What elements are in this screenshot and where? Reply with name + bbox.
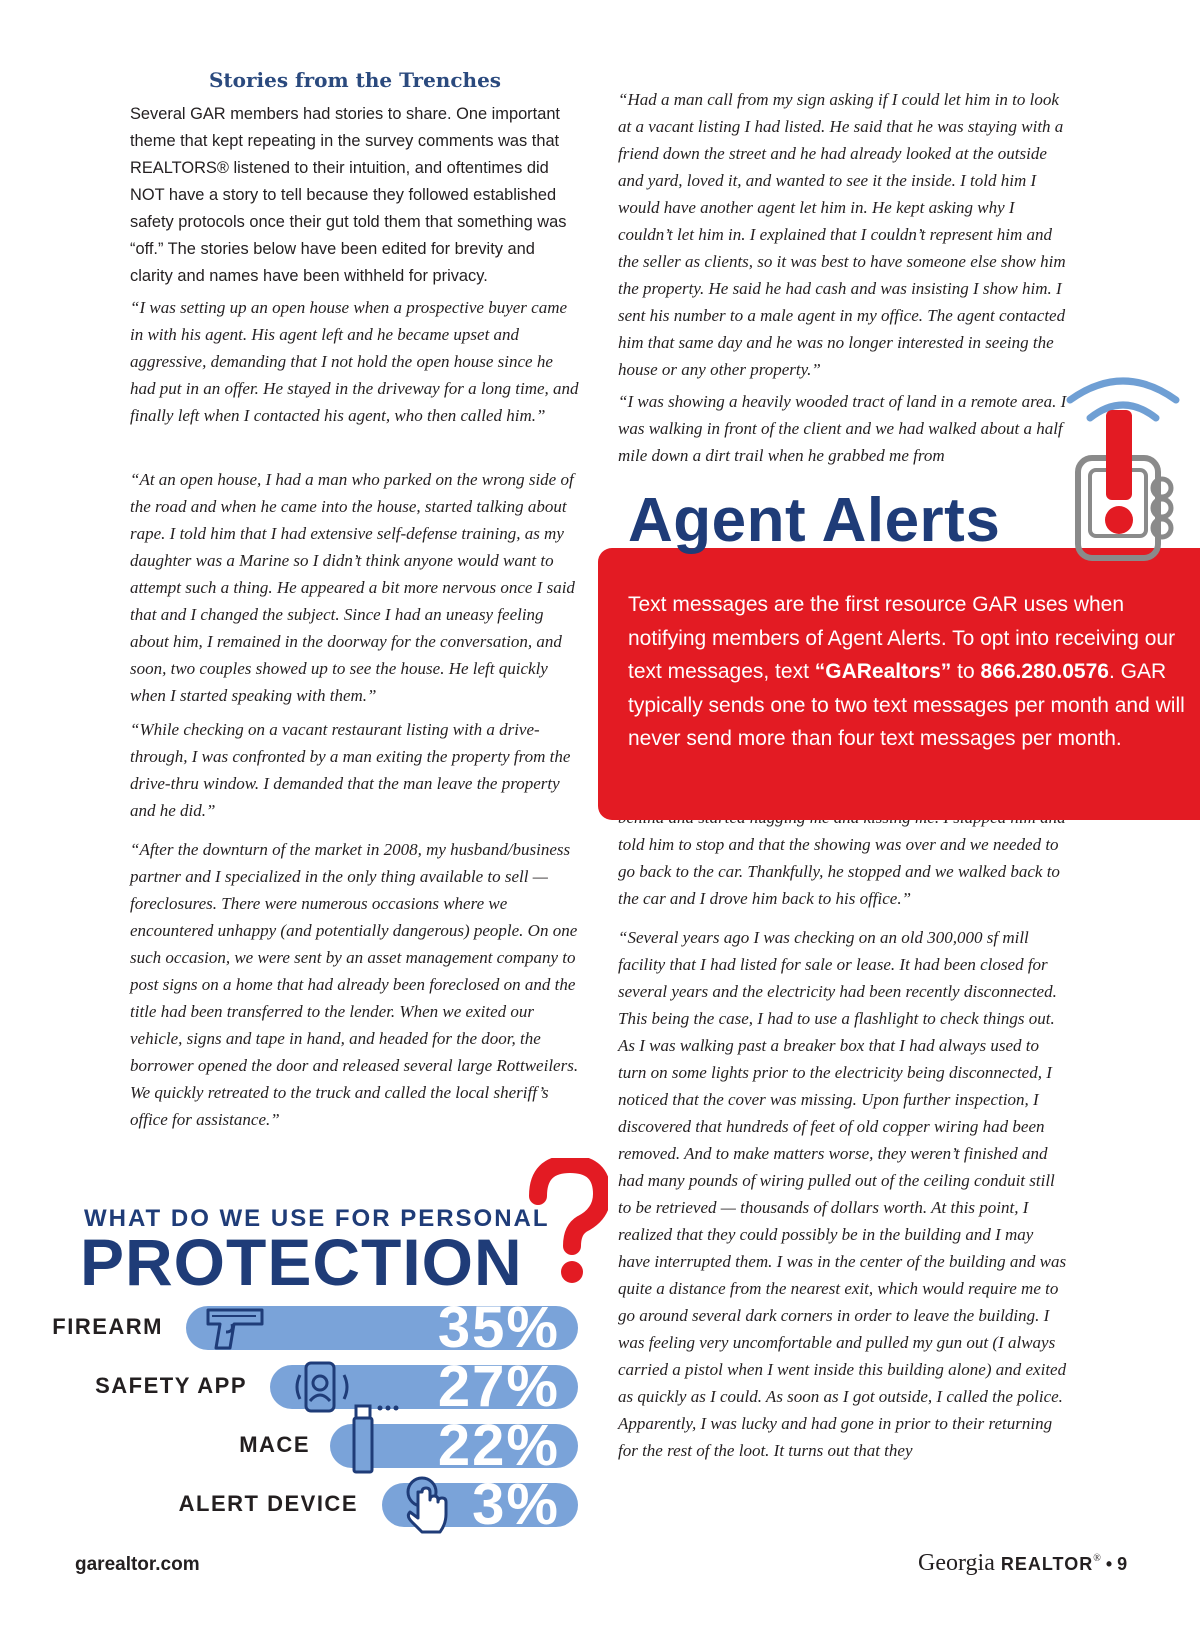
- protection-label-safety-app: SAFETY APP: [95, 1373, 247, 1398]
- footer-magazine-page: Georgia REALTOR® • 9: [918, 1550, 1128, 1576]
- protection-percent-mace: 22%: [437, 1413, 560, 1478]
- alerts-keyword: “GARealtors”: [814, 660, 952, 683]
- story-quote-vacant-listing: “Had a man call from my sign asking if I could let him in to look at a vacant listing I had listed. He said that he was staying with a friend down the street and he had already looked at the outside and yard, loved it, and wanted to see it the inside. I told him I would have another agent let him in. He kept asking why I couldn’t let him in. I explained that I couldn’t represent him and the seller as clients, so it was best to have someone else show him the property. He said he had cash and was insisting I show him. I sent his number to a male agent in my office. The agent contacted him that same day and he was no longer interested in seeing the house or any other property.”: [618, 90, 1066, 379]
- protection-title: PROTECTION: [80, 1225, 523, 1299]
- protection-percent-firearm: 35%: [437, 1295, 560, 1360]
- alerts-phone-number: 866.280.0576: [980, 660, 1109, 683]
- spray-can-icon: [340, 1396, 404, 1476]
- story-quote-mill-facility: “Several years ago I was checking on an old 300,000 sf mill facility that I had listed for sale or lease. It had been closed for several years and the electricity had been recently disconnected. This being the case, I had to use a flashlight to check things out. As I was walking past a breaker box that I had always used to turn on some lights prior to the electricity being disconnected, I noticed that the cover was missing. Upon further inspection, I discovered that hundreds of feet of old copper wiring had been removed. And to make matters worse, they weren’t finished and had many pounds of wiring pulled out of the ceiling conduit still to be retrieved — thousands of dollars worth. At this point, I realized that they could possibly be in the building and I may have interrupted them. I was in the center of the building and was quite a distance from the nearest exit, which would require me to go around several dark corners in order to leave the building. I was feeling very uncomfortable and pulled my gun out (I always carried a pistol when I went inside this building alone) and exited as quickly as I could. As soon as I got outside, I called the police. Apparently, I was lucky and had gone in prior to their returning for the rest of the loot. It turns out that they: [618, 928, 1067, 1460]
- story-quote-open-house: “I was setting up an open house when a prospective buyer came in with his agent. His agent left and he became upset and aggressive, demanding that I not hold the open house since he had put in an offer. He stayed in the driveway for a long time, and finally left when I contacted his agent, who then called him.”: [130, 298, 579, 425]
- story-quote-foreclosure: “After the downturn of the market in 2008, my husband/business partner and I specialized in the only thing available to sell — foreclosures. There were numerous occasions where we encountered unhappy (and potentially dangerous) people. On one such occasion, we were sent by an asset management company to post signs on a home that had already been foreclosed on and the title had been transferred to the lender. When we exited our vehicle, signs and tape in hand, and headed for the door, the borrower opened the door and released several large Rottweilers. We quickly retreated to the truck and called the local sheriff’s office for assistance.”: [130, 840, 579, 1129]
- intro-paragraph: Several GAR members had stories to share. One important theme that kept repeating in the survey comments was that REALTORS® listened to their intuition, and oftentimes did NOT have a story to tell because they followed established safety protocols once their gut told them that something was “off.” The stories below have been edited for brevity and clarity and names have been withheld for privacy.: [130, 105, 567, 285]
- story-quote-wooded-tract-start: “I was showing a heavily wooded tract of land in a remote area. I was walking in front of the client and we had walked about a half mile down a dirt trail when he grabbed me from: [618, 392, 1067, 465]
- agent-alerts-text: Text messages are the first resource GAR uses when notifying members of Agent Alerts. To opt into receiving our text messages, text “GARealtors” to 866.280.0576. GAR typically sends one to two text messages per month and will never send more than four text messages per month.: [628, 593, 1185, 750]
- protection-kicker: WHAT DO WE USE FOR PERSONAL: [84, 1205, 550, 1232]
- protection-percent-safety-app: 27%: [437, 1354, 560, 1419]
- story-quote-restaurant: “While checking on a vacant restaurant listing with a drive-through, I was confronted by a man exiting the property from the drive-thru window. I demanded that the man leave the property and he did.”: [130, 720, 571, 820]
- protection-label-mace: MACE: [239, 1432, 310, 1457]
- agent-alerts-title: Agent Alerts: [628, 486, 1001, 555]
- question-mark-icon: [528, 1158, 608, 1288]
- story-quote-wrong-side: “At an open house, I had a man who parked on the wrong side of the road and when he came into the house, started talking about rape. I told him that I had extensive self-defense training, as my daughter was a Marine so I didn’t think anyone would want to attempt such a thing. He appeared a bit more nervous once I said that and I changed the subject. Since I had an uneasy feeling about him, I remained in the doorway for the conversation, and soon, two couples showed up to see the house. He left quickly when I started speaking with them.”: [130, 470, 575, 705]
- footer-website: garealtor.com: [75, 1554, 200, 1575]
- page-number: 9: [1117, 1554, 1128, 1574]
- handgun-icon: [204, 1300, 268, 1356]
- protection-label-alert-device: ALERT DEVICE: [178, 1491, 358, 1516]
- story-quote-wooded-tract-end: told him to stop and that the showing was over and we needed to go back to the car. Thankfully, he stopped and we walked back to the car and I drove him back to his office.”: [618, 835, 1060, 908]
- protection-label-firearm: FIREARM: [52, 1314, 163, 1339]
- phone-alert-icon: [1058, 370, 1188, 570]
- protection-percent-alert-device: 3%: [472, 1472, 560, 1537]
- section-title: Stories from the Trenches: [208, 68, 502, 92]
